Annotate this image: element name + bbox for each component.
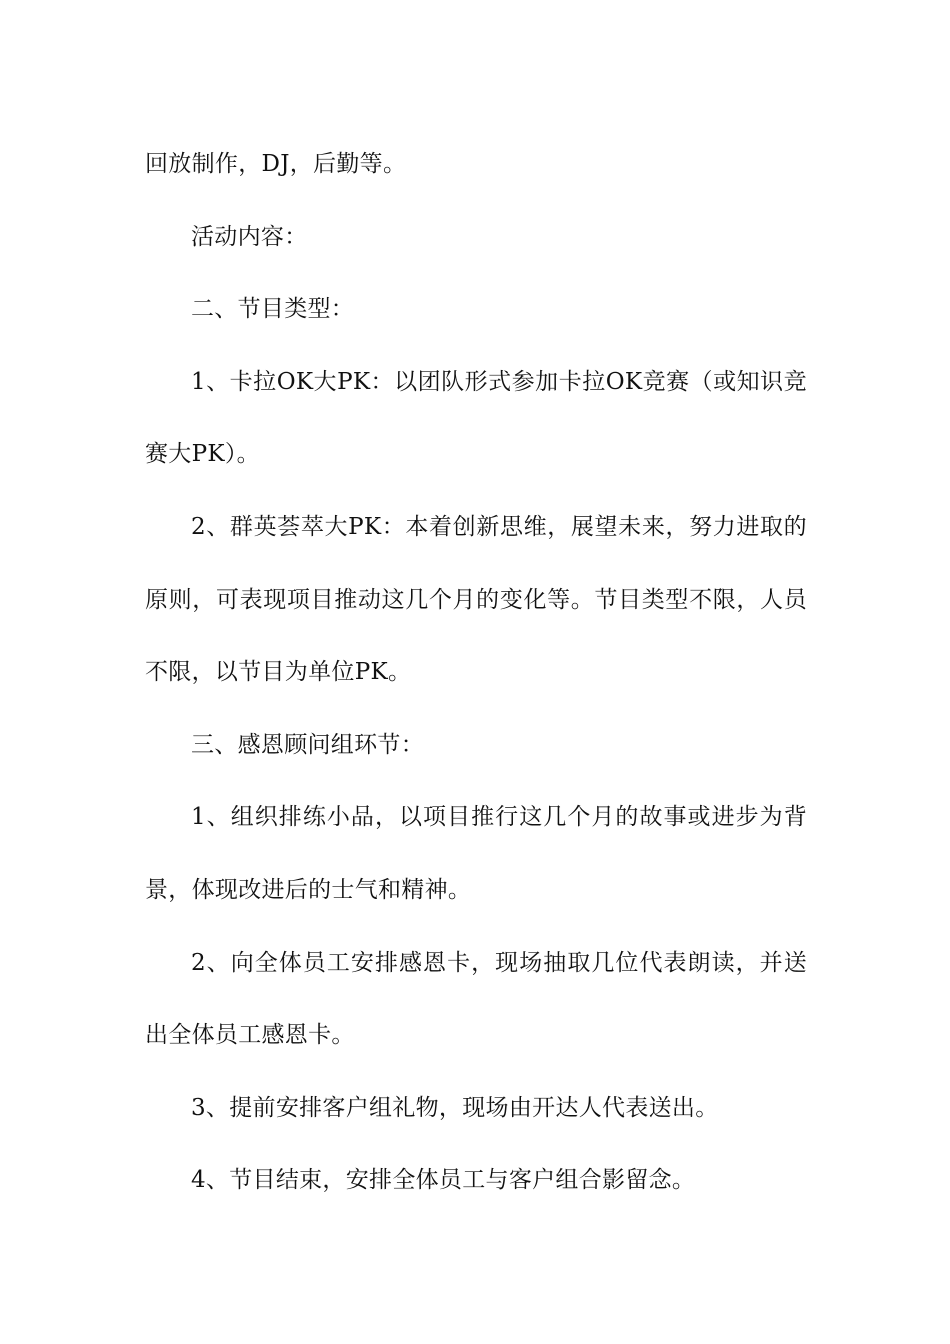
paragraph-group-photo: 4、节目结束，安排全体员工与客户组合影留念。 [191, 1167, 696, 1194]
paragraph-client-gifts: 3、提前安排客户组礼物，现场由开达人代表送出。 [191, 1094, 719, 1121]
document-body [145, 128, 807, 1217]
paragraph-karaoke-pk: 1、卡拉OK大PK：以团队形式参加卡拉OK竞赛（或知识竞赛大PK）。 [145, 368, 807, 468]
paragraph-activity-content: 活动内容： [191, 223, 308, 250]
section-heading-program-types: 二、节目类型： [191, 296, 355, 323]
paragraph-talent-pk: 2、群英荟萃大PK：本着创新思维，展望未来，努力进取的原则，可表现项目推动这几个月的变化等。节目类型不限，人员不限，以节目为单位PK。 [145, 513, 807, 686]
section-heading-gratitude: 三、感恩顾问组环节： [191, 731, 424, 758]
paragraph-skit: 1、组织排练小品，以项目推行这几个月的故事或进步为背景，体现改进后的士气和精神。 [145, 804, 807, 903]
paragraph-thank-you-cards: 2、向全体员工安排感恩卡，现场抽取几位代表朗读，并送出全体员工感恩卡。 [145, 949, 807, 1049]
paragraph-continuation: 回放制作，DJ，后勤等。 [145, 151, 407, 177]
